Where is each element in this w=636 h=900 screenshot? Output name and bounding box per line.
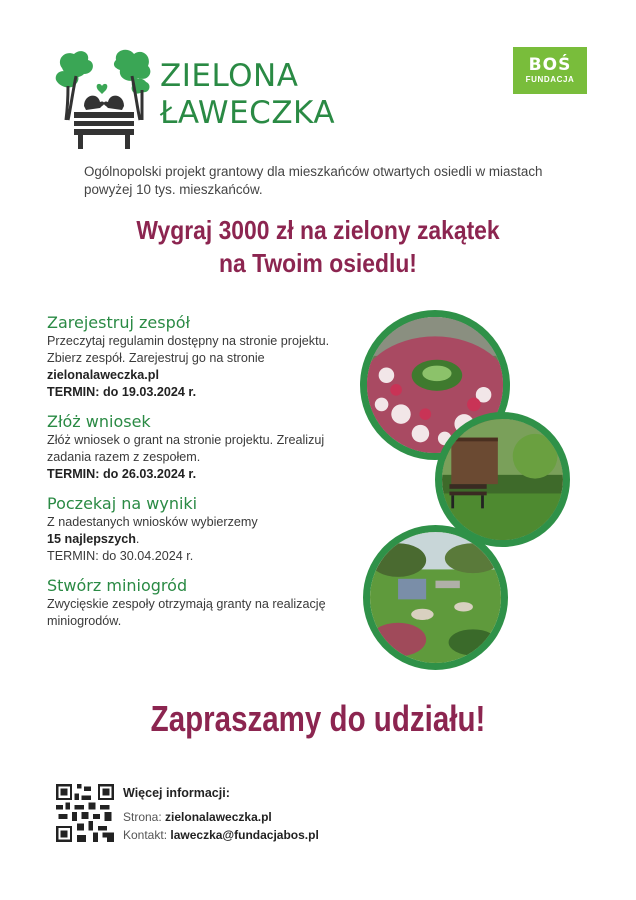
partner-logo-sub: FUNDACJA — [525, 75, 575, 84]
more-info — [123, 784, 319, 844]
website-link[interactable]: zielonalaweczka.pl — [47, 368, 159, 382]
step-submit — [47, 411, 347, 483]
qr-code-icon[interactable] — [56, 784, 114, 842]
intro-text: Ogólnopolski projekt grantowy dla mieszkańców otwartych osiedli w miastach powyżej 10 tys. mieszkańców. — [84, 164, 543, 197]
call-to-action: Zapraszamy do udziału! — [150, 698, 486, 739]
step-register — [47, 312, 347, 401]
step-results — [47, 493, 347, 565]
step-title: Zarejestruj zespół — [47, 313, 191, 332]
step-body: Przeczytaj regulamin dostępny na stronie projektu. Zbierz zespół. Zarejestruj go na stronie zielonalaweczka.pl TERMIN: do 19.03.2024 r. — [47, 334, 330, 399]
headline-line-1: Wygraj 3000 zł na zielony zakątek — [136, 215, 500, 245]
step-deadline: TERMIN: do 26.03.2024 r. — [47, 467, 197, 481]
step-title: Poczekaj na wyniki — [47, 494, 198, 513]
contact-row: Kontakt: laweczka@fundacjabos.pl — [123, 828, 319, 842]
step-garden — [47, 575, 347, 630]
headline-line-2: na Twoim osiedlu! — [219, 248, 417, 278]
steps-list — [47, 312, 347, 640]
website-link[interactable]: zielonalaweczka.pl — [165, 810, 272, 824]
step-deadline: TERMIN: do 30.04.2024 r. — [47, 549, 194, 563]
trees-birds-bench-icon — [54, 46, 154, 150]
more-info-title: Więcej informacji: — [123, 786, 230, 800]
step-body: Zwycięskie zespoły otrzymają granty na realizację miniogrodów. — [47, 597, 326, 628]
step-title: Stwórz miniogród — [47, 576, 188, 595]
brand-name — [160, 58, 335, 132]
step-deadline: TERMIN: do 19.03.2024 r. — [47, 385, 197, 399]
headline — [38, 214, 598, 280]
website-row: Strona: zielonalaweczka.pl — [123, 810, 272, 824]
partner-logo-name: BOŚ — [528, 55, 572, 75]
step-body: Z nadestanych wniosków wybierzemy 15 najlepszych. TERMIN: do 30.04.2024 r. — [47, 515, 258, 563]
brand-line-2: ŁAWECZKA — [160, 95, 336, 131]
step-title: Złóż wniosek — [47, 412, 151, 431]
pallet-furniture-photo — [363, 525, 508, 670]
partner-logo — [513, 47, 587, 94]
step-body: Złóż wniosek o grant na stronie projektu. Zrealizuj zadania razem z zespołem. TERMIN: do 26.03.2024 r. — [47, 433, 325, 481]
email-link[interactable]: laweczka@fundacjabos.pl — [170, 828, 319, 842]
brand-line-1: ZIELONA — [160, 58, 299, 94]
photo-collage — [350, 300, 590, 670]
